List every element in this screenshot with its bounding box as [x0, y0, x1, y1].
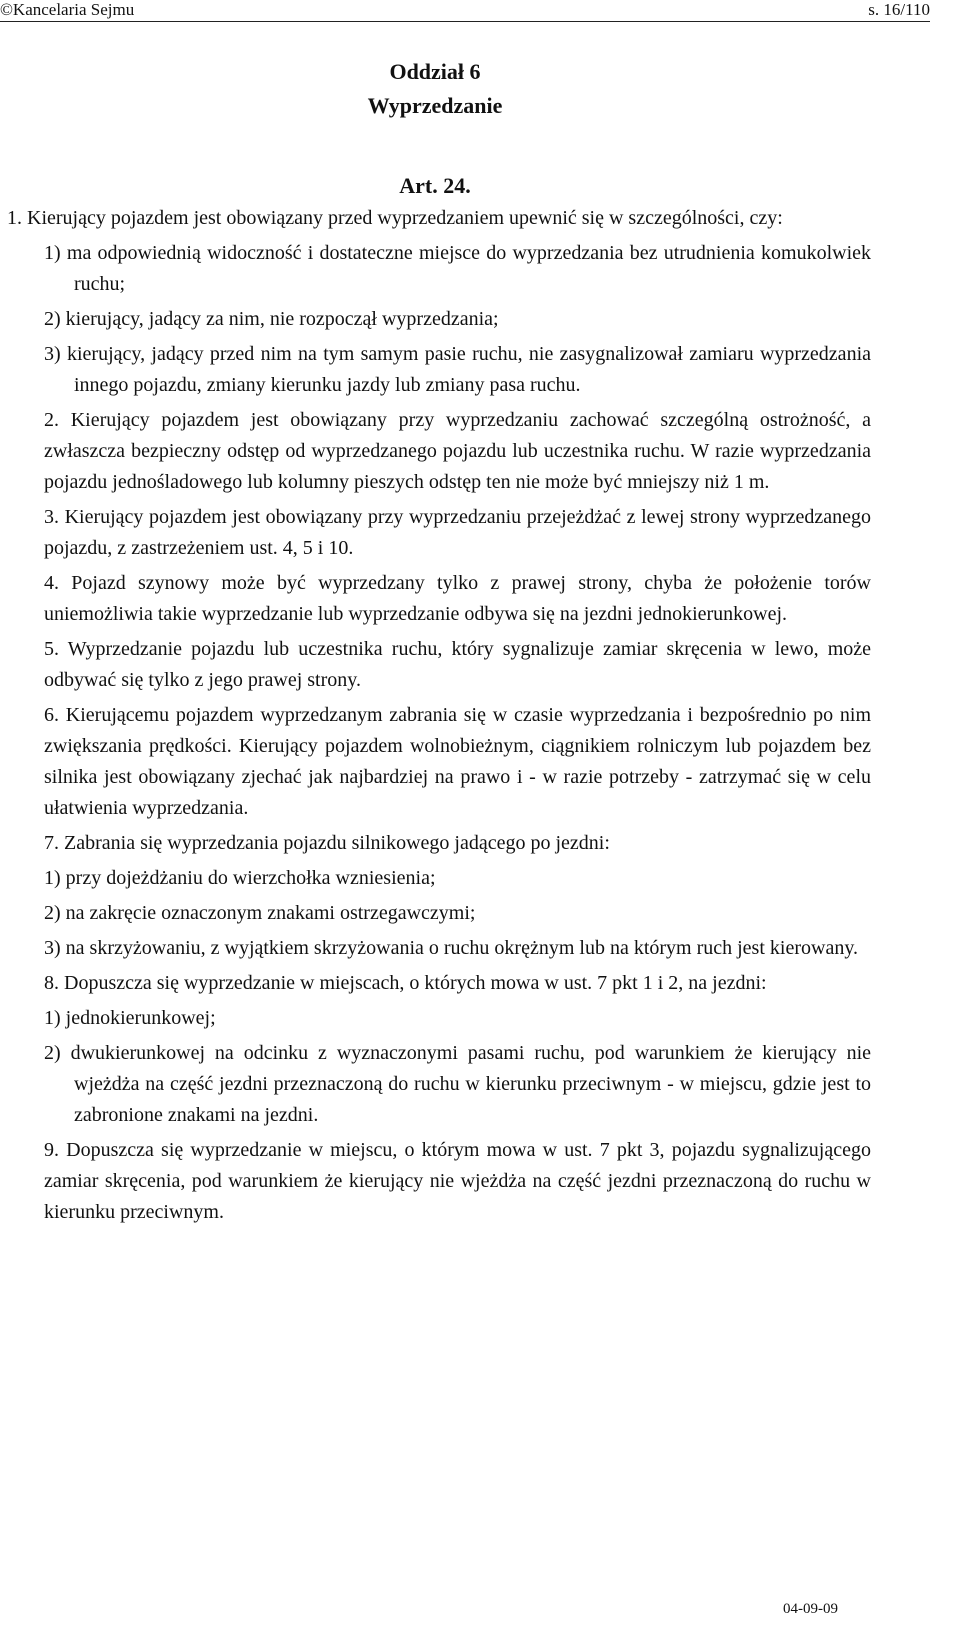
- paragraph-6: [44, 700, 871, 824]
- paragraph-number: 1.: [7, 207, 22, 229]
- paragraph-number: 7.: [44, 832, 59, 854]
- paragraph-text: Dopuszcza się wyprzedzanie w miejscach, o których mowa w ust. 7 pkt 1 i 2, na jezdni:: [64, 972, 767, 994]
- item-number: 2): [44, 1042, 61, 1064]
- paragraph-3: [44, 502, 871, 564]
- item-number: 1): [44, 867, 61, 889]
- list-item: [44, 898, 871, 929]
- list-item: [44, 238, 871, 300]
- header-page-number: s. 16/110: [868, 0, 930, 19]
- item-text: przy dojeżdżaniu do wierzchołka wzniesienia;: [65, 867, 436, 889]
- item-number: 3): [44, 343, 61, 365]
- item-text: ma odpowiednią widoczność i dostateczne miejsce do wyprzedzania bez utrudnienia komukolwiek ruchu;: [66, 242, 872, 295]
- paragraph-7: [44, 828, 871, 859]
- section-title: Oddział 6: [389, 59, 481, 84]
- paragraph-8: [44, 968, 871, 999]
- paragraph-text: Kierujący pojazdem jest obowiązany przy wyprzedzaniu zachować szczególną ostrożność, a zwłaszcza bezpieczny odstęp od wyprzedzanego pojazdu lub uczestnika ruchu. W razie wyprzedzania pojazdu jednośladowego lub kolumny pieszych odstęp ten nie może być mniejszy niż 1 m.: [44, 409, 871, 493]
- list-item: [44, 933, 871, 964]
- paragraph-number: 6.: [44, 704, 59, 726]
- paragraph-text: Kierujący pojazdem jest obowiązany przy wyprzedzaniu przejeżdżać z lewej strony wyprzedzanego pojazdu, z zastrzeżeniem ust. 4, 5 i 10.: [44, 506, 872, 559]
- paragraph-text: Wyprzedzanie pojazdu lub uczestnika ruchu, który sygnalizuje zamiar skręcenia w lewo, może odbywać się tylko z jego prawej strony.: [44, 638, 871, 691]
- paragraph-5: [44, 634, 871, 696]
- paragraph-text: Zabrania się wyprzedzania pojazdu silnikowego jadącego po jezdni:: [64, 832, 610, 854]
- paragraph-text: Dopuszcza się wyprzedzanie w miejscu, o którym mowa w ust. 7 pkt 3, pojazdu sygnalizującego zamiar skręcenia, pod warunkiem że kierujący nie wjeżdża na część jezdni przeznaczoną do ruchu w kierunku przeciwnym.: [44, 1139, 871, 1223]
- item-number: 3): [44, 937, 61, 959]
- article-body: [7, 203, 872, 1232]
- item-number: 2): [44, 308, 61, 330]
- section-heading: Wyprzedzanie: [367, 93, 503, 118]
- item-text: dwukierunkowej na odcinku z wyznaczonymi pasami ruchu, pod warunkiem że kierujący nie wjeżdża na część jezdni przeznaczoną do ruchu w kierunku przeciwnym - w miejscu, gdzie jest to zabronione znakami na jezdni.: [70, 1042, 872, 1126]
- list-item: [44, 304, 871, 335]
- item-text: kierujący, jadący za nim, nie rozpoczął wyprzedzania;: [65, 308, 499, 330]
- item-text: na zakręcie oznaczonym znakami ostrzegawczymi;: [65, 902, 476, 924]
- item-text: na skrzyżowaniu, z wyjątkiem skrzyżowania o ruchu okrężnym lub na którym ruch jest kierowany.: [65, 937, 859, 959]
- list-item: [44, 339, 871, 401]
- paragraph-2: [44, 405, 871, 498]
- header-rule: [0, 21, 930, 22]
- list-item: [44, 863, 871, 894]
- paragraph-text: Pojazd szynowy może być wyprzedzany tylko z prawej strony, chyba że położenie torów uniemożliwia takie wyprzedzanie lub wyprzedzanie odbywa się na jezdni jednokierunkowej.: [44, 572, 871, 625]
- page-header: [0, 0, 930, 22]
- item-text: jednokierunkowej;: [65, 1007, 216, 1029]
- paragraph-number: 2.: [44, 409, 59, 431]
- paragraph-number: 9.: [44, 1139, 59, 1161]
- paragraph-number: 5.: [44, 638, 59, 660]
- item-text: kierujący, jadący przed nim na tym samym pasie ruchu, nie zasygnalizował zamiaru wyprzedzania innego pojazdu, zmiany kierunku jazdy lub zmiany pasa ruchu.: [66, 343, 871, 396]
- paragraph-1: [7, 203, 871, 234]
- paragraph-number: 3.: [44, 506, 59, 528]
- footer-date: 04-09-09: [783, 1601, 838, 1617]
- item-number: 2): [44, 902, 61, 924]
- item-number: 1): [44, 1007, 61, 1029]
- header-source: ©Kancelaria Sejmu: [0, 0, 135, 19]
- paragraph-9: [44, 1135, 871, 1228]
- article-title: Art. 24.: [399, 173, 471, 198]
- paragraph-4: [44, 568, 871, 630]
- item-number: 1): [44, 242, 61, 264]
- paragraph-text: Kierującemu pojazdem wyprzedzanym zabrania się w czasie wyprzedzania i bezpośrednio po nim zwiększania prędkości. Kierujący pojazdem wolnobieżnym, ciągnikiem rolniczym lub pojazdem bez silnika jest obowiązany zjechać jak najbardziej na prawo i - w razie potrzeby - zatrzymać się w celu ułatwienia wyprzedzania.: [44, 704, 872, 819]
- list-item: [44, 1038, 871, 1131]
- list-item: [44, 1003, 871, 1034]
- paragraph-number: 8.: [44, 972, 59, 994]
- paragraph-text: Kierujący pojazdem jest obowiązany przed wyprzedzaniem upewnić się w szczególności, czy:: [27, 207, 783, 229]
- paragraph-number: 4.: [44, 572, 59, 594]
